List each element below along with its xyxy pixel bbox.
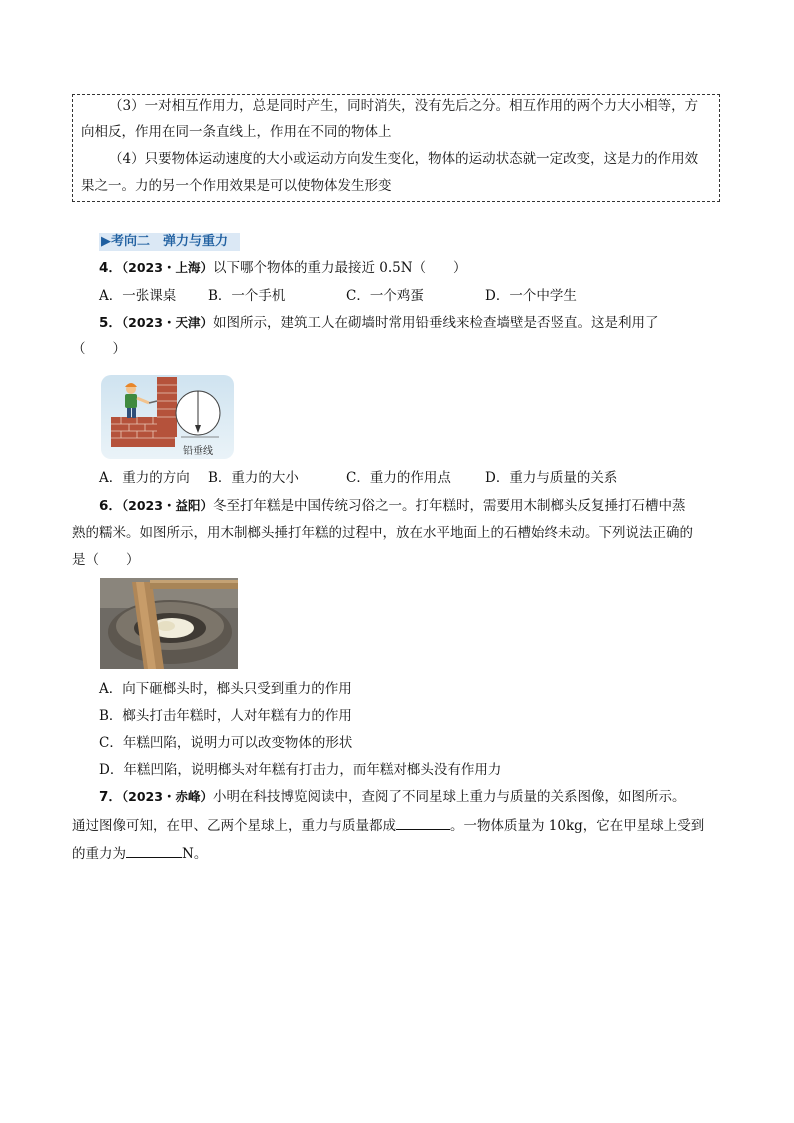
q5-option-b: B．重力的大小 xyxy=(208,470,299,486)
question-source: （2023・上海） xyxy=(121,260,213,275)
question-source: （2023・天津） xyxy=(121,315,213,330)
answer-blank-1[interactable] xyxy=(396,815,450,830)
question-source: （2023・赤峰） xyxy=(121,789,213,804)
question-6-stem-line-2: 熟的糯米。如图所示，用木制榔头捶打年糕的过程中，放在水平地面上的石槽始终未动。下列说法正确的 xyxy=(72,525,693,541)
note-paragraph-4-line-1: （4）只要物体运动速度的大小或运动方向发生变化，物体的运动状态就一定改变，这是力的作用效 xyxy=(109,151,699,167)
question-6-stem-line-3: 是（ ） xyxy=(72,552,140,568)
question-text: 如图所示，建筑工人在砌墙时常用铅垂线来检查墙壁是否竖直。这是利用了 xyxy=(212,315,659,331)
question-6-stem xyxy=(99,497,685,515)
question-text: 小明在科技博览阅读中，查阅了不同星球上重力与质量的关系图像，如图所示。 xyxy=(212,789,686,805)
stone-trough-mallet-illustration xyxy=(100,578,238,669)
question-number: 4． xyxy=(99,260,122,276)
section-title: 考向二 弹力与重力 xyxy=(111,234,229,249)
note-paragraph-3-line-1: （3）一对相互作用力，总是同时产生，同时消失，没有先后之分。相互作用的两个力大小相等，方 xyxy=(109,98,699,114)
question-number: 5． xyxy=(99,315,122,331)
question-4-stem xyxy=(99,259,467,277)
question-5-stem xyxy=(99,314,658,332)
question-number: 7． xyxy=(99,789,122,805)
q4-option-b: B．一个手机 xyxy=(208,288,286,304)
question-text: 冬至打年糕是中国传统习俗之一。打年糕时，需要用木制榔头反复捶打石槽中蒸 xyxy=(212,498,686,514)
q5-option-d: D．重力与质量的关系 xyxy=(485,470,618,486)
question-number: 6． xyxy=(99,498,122,514)
question-text: N。 xyxy=(182,846,208,862)
answer-blank-2[interactable] xyxy=(126,843,182,858)
figure-label: 铅垂线 xyxy=(183,446,213,457)
question-5-stem-line-2: （ ） xyxy=(72,341,126,357)
worker-plumb-line-illustration xyxy=(101,375,234,459)
q4-option-d: D．一个中学生 xyxy=(485,288,577,304)
question-text: 以下哪个物体的重力最接近 0.5N（ ） xyxy=(212,260,467,276)
q4-option-a: A．一张课桌 xyxy=(99,288,177,304)
question-text: 的重力为 xyxy=(72,846,126,862)
triangle-marker-icon: ▶ xyxy=(101,234,111,249)
note-paragraph-3-line-2: 向相反，作用在同一条直线上，作用在不同的物体上 xyxy=(81,124,392,140)
q4-option-c: C．一个鸡蛋 xyxy=(346,288,424,304)
q5-option-c: C．重力的作用点 xyxy=(346,470,451,486)
knowledge-note-box xyxy=(72,94,720,202)
question-text: 。一物体质量为 10kg，它在甲星球上受到 xyxy=(450,818,705,834)
question-source: （2023・益阳） xyxy=(121,498,213,513)
question-text: 通过图像可知，在甲、乙两个星球上，重力与质量都成 xyxy=(72,818,396,834)
question-7-stem-line-2 xyxy=(72,815,704,835)
note-paragraph-4-line-2: 果之一。力的另一个作用效果是可以使物体发生形变 xyxy=(81,178,392,194)
question-7-stem xyxy=(99,788,685,806)
q6-option-c: C．年糕凹陷，说明力可以改变物体的形状 xyxy=(99,735,353,751)
q6-option-a: A．向下砸榔头时，榔头只受到重力的作用 xyxy=(99,681,352,697)
q5-option-a: A．重力的方向 xyxy=(99,470,190,486)
q6-option-d: D．年糕凹陷，说明榔头对年糕有打击力，而年糕对榔头没有作用力 xyxy=(99,762,502,778)
plumb-line-figure xyxy=(101,375,234,459)
rice-cake-pounding-photo xyxy=(100,578,238,669)
section-heading xyxy=(99,233,240,251)
question-7-stem-line-3 xyxy=(72,843,207,863)
q6-option-b: B．榔头打击年糕时，人对年糕有力的作用 xyxy=(99,708,352,724)
